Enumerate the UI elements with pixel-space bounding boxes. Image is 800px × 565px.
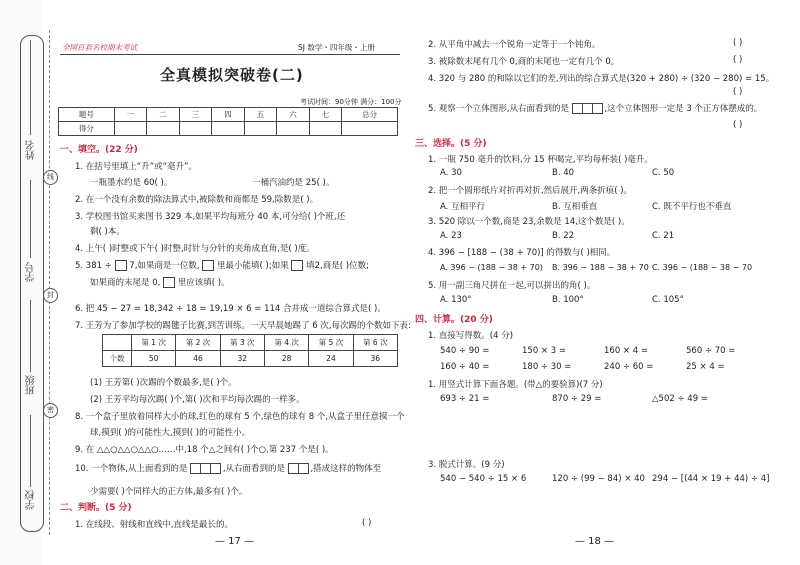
seal-mark-line: 线	[43, 170, 58, 185]
judge-4-answer[interactable]: ( )	[733, 87, 743, 97]
section-fill-in: 一、填空。(22 分)	[60, 145, 138, 155]
judge-1-answer[interactable]: ( )	[362, 518, 372, 528]
question-4: 4. 上午( )时整或下午( )时整,时针与分针的夹角成直角,是( )度。	[75, 244, 315, 254]
calc-3: 3. 脱式计算。(9 分)	[428, 460, 505, 470]
score-label-cell: 得分	[59, 122, 115, 136]
binding-border	[20, 35, 44, 532]
calc-3-item: 120 ÷ (99 − 84) × 40	[552, 474, 645, 484]
choice-3: 3. 520 除以一个数,商是 23,余数是 14,这个数是( )。	[428, 217, 630, 227]
throws-header-cell: 第 3 次	[220, 335, 264, 351]
choice-5-option-b[interactable]: B. 100°	[552, 295, 584, 305]
calc-2-item: △502 ÷ 49 =	[652, 394, 708, 404]
judge-1: 1. 在线段、射线和直线中,直线是最长的。	[75, 520, 234, 530]
calc-1-item: 540 ÷ 90 =	[440, 346, 490, 356]
choice-5-option-c[interactable]: C. 105°	[652, 295, 684, 305]
judge-5-part2: ,这个立体图形一定是 3 个正方体摆成的。	[604, 104, 763, 114]
score-header-cell: 总分	[342, 108, 398, 122]
blank-box	[115, 260, 127, 271]
calc-1-item: 160 × 4 =	[604, 346, 648, 356]
choice-2: 2. 把一个圆形纸片对折再对折,然后展开,两条折痕( )。	[428, 186, 633, 196]
score-cell[interactable]	[114, 122, 147, 136]
calc-3-item: 540 − 540 ÷ 15 × 6	[440, 474, 527, 484]
calc-1-item: 560 ÷ 70 =	[686, 346, 736, 356]
q10-part3: ,搭成这样的物体至	[310, 464, 382, 474]
question-5b	[90, 276, 230, 288]
question-7b: (2) 王芳平均每次踢( )个,第( )次和平均每次踢的一样多。	[90, 395, 305, 405]
choice-4-option-a[interactable]: A. 396 − (188 − 38 + 70)	[440, 263, 543, 272]
blank-box	[202, 260, 214, 271]
header-rule	[60, 54, 400, 55]
choice-3-option-a[interactable]: A. 23	[440, 231, 462, 241]
question-5a	[75, 259, 369, 271]
judge-3: 3. 被除数末尾有几个 0,商的末尾也一定有几个 0。	[428, 57, 620, 67]
choice-3-option-c[interactable]: C. 21	[652, 231, 675, 241]
q5-part1: 5. 381 ÷	[75, 261, 112, 271]
calc-2-item: 693 ÷ 21 =	[440, 394, 490, 404]
question-8a: 8. 一个盒子里放着同样大小的球,红色的球有 5 个,绿色的球有 8 个,从盒子里任意摸一个	[75, 412, 405, 422]
score-header-cell: 五	[244, 108, 277, 122]
throws-cell: 32	[220, 351, 264, 367]
calc-1-item: 160 ÷ 40 =	[440, 362, 490, 372]
score-cell[interactable]	[212, 122, 245, 136]
q10-part2: ,从右面看到的是	[222, 464, 286, 474]
score-header-cell: 二	[147, 108, 180, 122]
score-header-cell: 一	[114, 108, 147, 122]
top-view-figure	[190, 464, 220, 474]
choice-3-option-b[interactable]: B. 22	[552, 231, 575, 241]
choice-1: 1. 一瓶 750 毫升的饮料,分 15 杯喝完,平均每杯装( )毫升。	[428, 155, 653, 165]
throws-header-cell: 第 1 次	[131, 335, 175, 351]
q5-part2: 7,如果商是一位数,	[129, 261, 200, 271]
throws-cell: 个数	[103, 351, 132, 367]
question-1a: 一瓶墨水约是 60( )。	[90, 178, 173, 188]
question-6: 6. 把 45 − 27 = 18,342 ÷ 18 = 19,19 × 6 = 114 合并成一道综合算式是( )。	[75, 304, 386, 314]
exam-info: 考试时间：90分钟 满分：100分	[300, 98, 402, 106]
choice-1-option-a[interactable]: A. 30	[440, 168, 462, 178]
throws-header-cell: 第 5 次	[309, 335, 353, 351]
judge-2-answer[interactable]: ( )	[733, 38, 743, 48]
seal-mark-seal: 封	[43, 288, 58, 303]
question-9: 9. 在 △△○△△○△△○……中,18 个△之间有( )个○,第 237 个是( )。	[75, 445, 334, 455]
throws-cell: 36	[353, 351, 397, 367]
choice-4-option-c[interactable]: C. 396 − (188 − 38 − 70	[652, 263, 753, 272]
score-cell[interactable]	[309, 122, 342, 136]
score-cell[interactable]	[277, 122, 310, 136]
judge-5	[428, 102, 762, 114]
calc-1-item: 25 × 4 =	[686, 362, 725, 372]
section-calculation: 四、计算。(20 分)	[415, 315, 493, 325]
throws-header-cell	[103, 335, 132, 351]
calc-2: 1. 用竖式计算下面各题。(带△的要验算)(7 分)	[428, 380, 603, 390]
blank-box	[163, 277, 175, 288]
choice-1-option-b[interactable]: B. 40	[552, 168, 575, 178]
score-header-cell: 三	[179, 108, 212, 122]
course-info: SJ 数学・四年级・上册	[298, 43, 375, 52]
name-line	[30, 40, 31, 135]
judge-3-answer[interactable]: ( )	[733, 55, 743, 65]
right-view-figure	[288, 464, 308, 474]
choice-4: 4. 396 − [188 − (38 + 70)] 的得数与( )相同。	[428, 248, 616, 258]
judge-5-part1: 5. 观察一个立体图形,从右面看到的是	[428, 104, 570, 114]
judge-5-answer[interactable]: ( )	[733, 120, 743, 130]
q5-part4: 填2,商是( )位数;	[306, 261, 369, 271]
school-line	[30, 415, 31, 487]
throws-table	[102, 334, 398, 367]
section-choice: 三、选择。(5 分)	[415, 139, 487, 149]
judge-4: 4. 320 与 280 的和除以它们的差,列出的综合算式是(320 + 280) ÷ (320 − 280) = 15。	[428, 74, 775, 84]
calc-1-item: 240 ÷ 60 =	[604, 362, 654, 372]
throws-header-cell: 第 4 次	[264, 335, 308, 351]
q5-part3: 里最小能填( );如果	[217, 261, 289, 271]
name-label: 姓名	[26, 140, 37, 160]
right-view-figure	[572, 104, 602, 114]
score-table	[58, 107, 398, 136]
seal-mark-secret: 密	[43, 403, 58, 418]
score-cell[interactable]	[244, 122, 277, 136]
page-number-right: — 18 —	[575, 536, 615, 547]
throws-cell: 46	[176, 351, 220, 367]
choice-4-option-b[interactable]: B. 396 − 188 − 38 + 70	[552, 263, 649, 272]
calc-1: 1. 直接写得数。(4 分)	[428, 331, 514, 341]
section-true-false: 二、判断。(5 分)	[60, 503, 132, 513]
throws-header-cell: 第 6 次	[353, 335, 397, 351]
throws-header-cell: 第 2 次	[176, 335, 220, 351]
class-line	[30, 300, 31, 372]
question-7: 7. 王芳为了参加学校的踢毽子比赛,到苦训练。一天早晨她踢了 6 次,每次踢的个数如下表:	[75, 321, 411, 331]
score-header-cell: 六	[277, 108, 310, 122]
score-cell[interactable]	[342, 122, 398, 136]
choice-2-option-c[interactable]: C. 既不平行也不垂直	[652, 202, 732, 212]
throws-cell: 24	[309, 351, 353, 367]
question-3a: 3. 学校图书馆买来图书 329 本,如果平均每班分 40 本,可分给( )个班,还	[75, 212, 346, 222]
question-1: 1. 在括号里填上“升”或“毫升”。	[75, 162, 197, 172]
question-8b: 球,摸到( )的可能性大,摸到( )的可能性小。	[90, 428, 251, 438]
banner: 全国百套名校期末考试	[62, 43, 137, 52]
page-number-left: — 17 —	[215, 536, 255, 547]
cut-line	[49, 30, 50, 535]
school-label: 学校	[26, 490, 37, 510]
choice-1-option-c[interactable]: C. 50	[652, 168, 675, 178]
q5b-part1: 如果商的末尾是 0,	[90, 278, 161, 288]
choice-2-option-a[interactable]: A. 互相平行	[440, 202, 486, 212]
throws-cell: 28	[264, 351, 308, 367]
question-10b: 少需要( )个同样大的正方体,最多有( )个。	[90, 487, 248, 497]
question-1b: 一桶汽油约是 25( )。	[252, 178, 335, 188]
q10-part1: 10. 一个物体,从上面看到的是	[75, 464, 188, 474]
exam-title: 全真模拟突破卷(二)	[160, 66, 304, 84]
id-line	[30, 180, 31, 258]
student-id-label: 学号	[26, 262, 37, 282]
judge-2: 2. 从平角中减去一个锐角一定等于一个钝角。	[428, 40, 601, 50]
score-header-cell: 四	[212, 108, 245, 122]
score-header-cell: 七	[309, 108, 342, 122]
score-cell[interactable]	[147, 122, 180, 136]
blank-box	[291, 260, 303, 271]
choice-5-option-a[interactable]: A. 130°	[440, 295, 472, 305]
score-cell[interactable]	[179, 122, 212, 136]
throws-cell: 50	[131, 351, 175, 367]
question-10a	[75, 462, 381, 474]
question-7a: (1) 王芳第( )次踢的个数最多,是( )个。	[90, 378, 237, 388]
q5b-part2: 里应该填( )。	[177, 278, 230, 288]
choice-2-option-b[interactable]: B. 互相垂直	[552, 202, 598, 212]
question-2: 2. 在一个没有余数的除法算式中,被除数和商都是 59,除数是( )。	[75, 195, 319, 205]
calc-2-item: 870 ÷ 29 =	[552, 394, 602, 404]
choice-5: 5. 用一副三角尺拼在一起,可以拼出的角( )。	[428, 281, 596, 291]
score-header-cell: 题号	[59, 108, 115, 122]
calc-1-item: 180 ÷ 30 =	[522, 362, 572, 372]
class-label: 班级	[26, 375, 37, 395]
calc-3-item: 294 − [(44 × 19 + 44) ÷ 4]	[652, 474, 770, 484]
question-3b: 剩( )本。	[90, 227, 125, 237]
calc-1-item: 150 × 3 =	[522, 346, 566, 356]
